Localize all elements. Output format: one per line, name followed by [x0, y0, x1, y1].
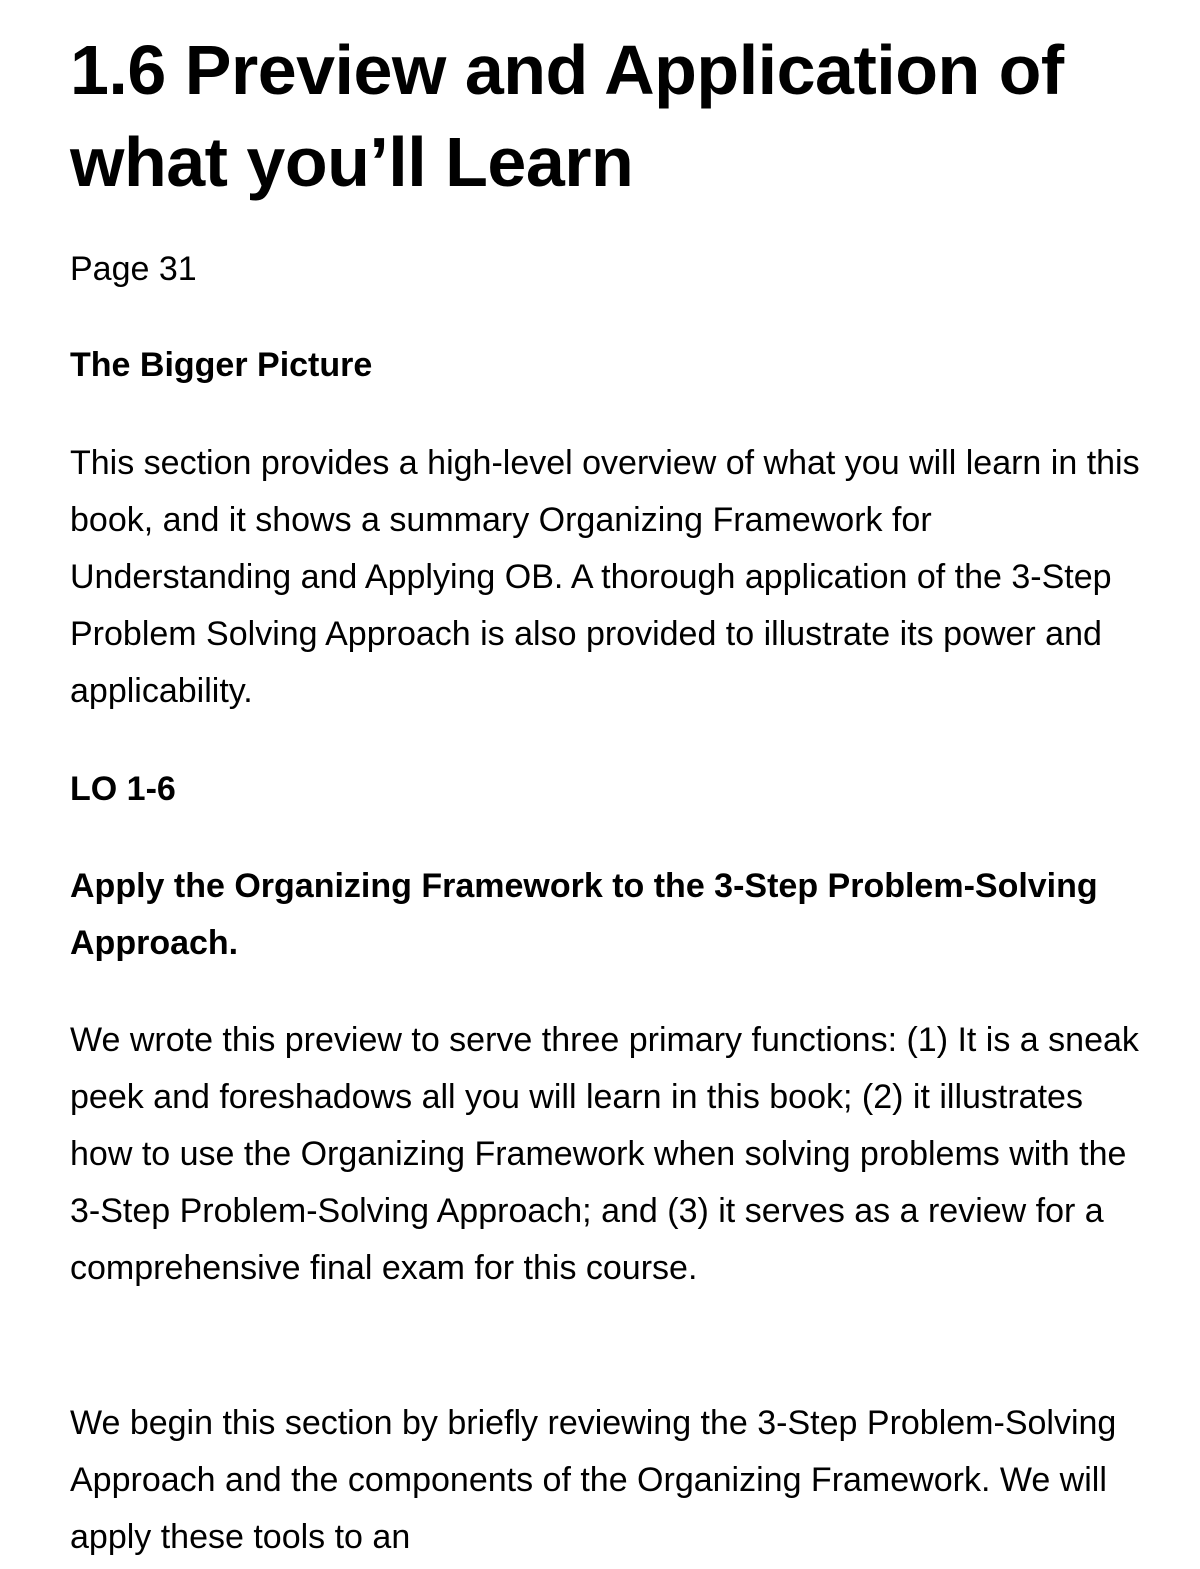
learning-objective-label: LO 1-6	[70, 770, 176, 808]
body-paragraph: We wrote this preview to serve three primary functions: (1) It is a sneak peek and foreshadows all you will learn in this book; (2) it illustrates how to use the Organizing Framework when solving problems with the 3-Step Problem-Solving Approach; and (3) it serves as a review for a comprehensive final exam for this course.	[70, 1021, 1139, 1287]
learning-objective-title: Apply the Organizing Framework to the 3-Step Problem-Solving Approach.	[70, 867, 1098, 962]
section-title: 1.6 Preview and Application of what you’ll Learn	[70, 31, 1064, 201]
bigger-picture-paragraph: This section provides a high-level overview of what you will learn in this book, and it shows a summary Organizing Framework for Understanding and Applying OB. A thorough application of the 3-Step Problem Solving Approach is also provided to illustrate its power and applicability.	[70, 444, 1140, 710]
page-number: Page 31	[70, 250, 197, 288]
bigger-picture-heading: The Bigger Picture	[70, 346, 373, 384]
reader-page	[70, 0, 1140, 1556]
body-paragraph: We begin this section by briefly reviewing the 3-Step Problem-Solving Approach and the components of the Organizing Framework. We will apply these tools to an	[70, 1404, 1117, 1556]
